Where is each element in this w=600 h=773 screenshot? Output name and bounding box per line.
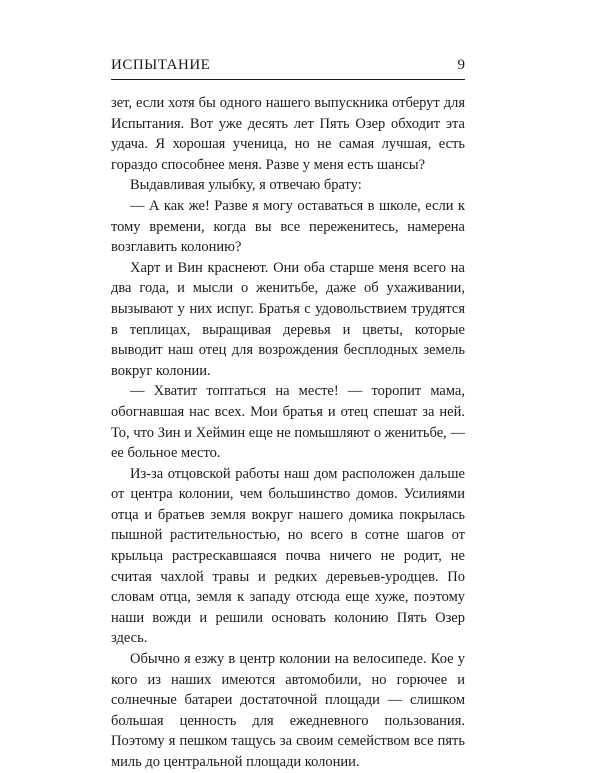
paragraph: Из-за отцовской работы наш дом расположен дальше от центра колонии, чем большинство домов. Усилиями отца и братьев земля вокруг нашего домика покрылась пышной растительностью, но всего в сотне шагов от крыльца растрескавшаяся почва ничего не родит, не считая чахлой травы и редких деревьев-уродцев. По словам отца, земля к западу отсюда еще хуже, поэтому наши вожди и решили основать колонию Пять Озер здесь. [111, 465, 465, 647]
paragraph: — Хватит топтаться на месте! — торопит мама, обогнавшая нас всех. Мои братья и отец спешат за ней. То, что Зин и Хеймин еще не помышляют о женитьбе, — ее больное место. [111, 383, 465, 462]
paragraph: Обычно я езжу в центр колонии на велосипеде. Кое у кого из наших имеются автомобили, но горючее и солнечные батареи достаточной площади — слишком большая ценность для ежедневного пользования. Поэтому я пешком тащусь за своим семейством все пять миль до центральной площади колонии. [111, 651, 465, 770]
body-text [111, 93, 465, 773]
page-number: 9 [457, 57, 465, 73]
chapter-title: ИСПЫТАНИЕ [111, 57, 211, 73]
paragraph: Выдавливая улыбку, я отвечаю брату: [130, 177, 362, 194]
header-rule [111, 79, 465, 80]
paragraph: зет, если хотя бы одного нашего выпускника отберут для Испытания. Вот уже десять лет Пять Озер обходит эта удача. Я хорошая ученица, но не самая лучшая, есть гораздо способнее меня. Разве у меня есть шансы? [111, 95, 465, 173]
paragraph: — А как же! Разве я могу оставаться в школе, если к тому времени, когда вы все переженитесь, намерена возглавить колонию? [111, 197, 465, 256]
paragraph: Харт и Вин краснеют. Они оба старше меня всего на два года, и мысли о женитьбе, даже об ухаживании, вызывают у них испуг. Братья с удовольствием трудятся в теплицах, выращивая деревья и цветы, которые выводит наш отец для возрождения бесплодных земель вокруг колонии. [111, 259, 465, 379]
running-header [111, 56, 465, 78]
